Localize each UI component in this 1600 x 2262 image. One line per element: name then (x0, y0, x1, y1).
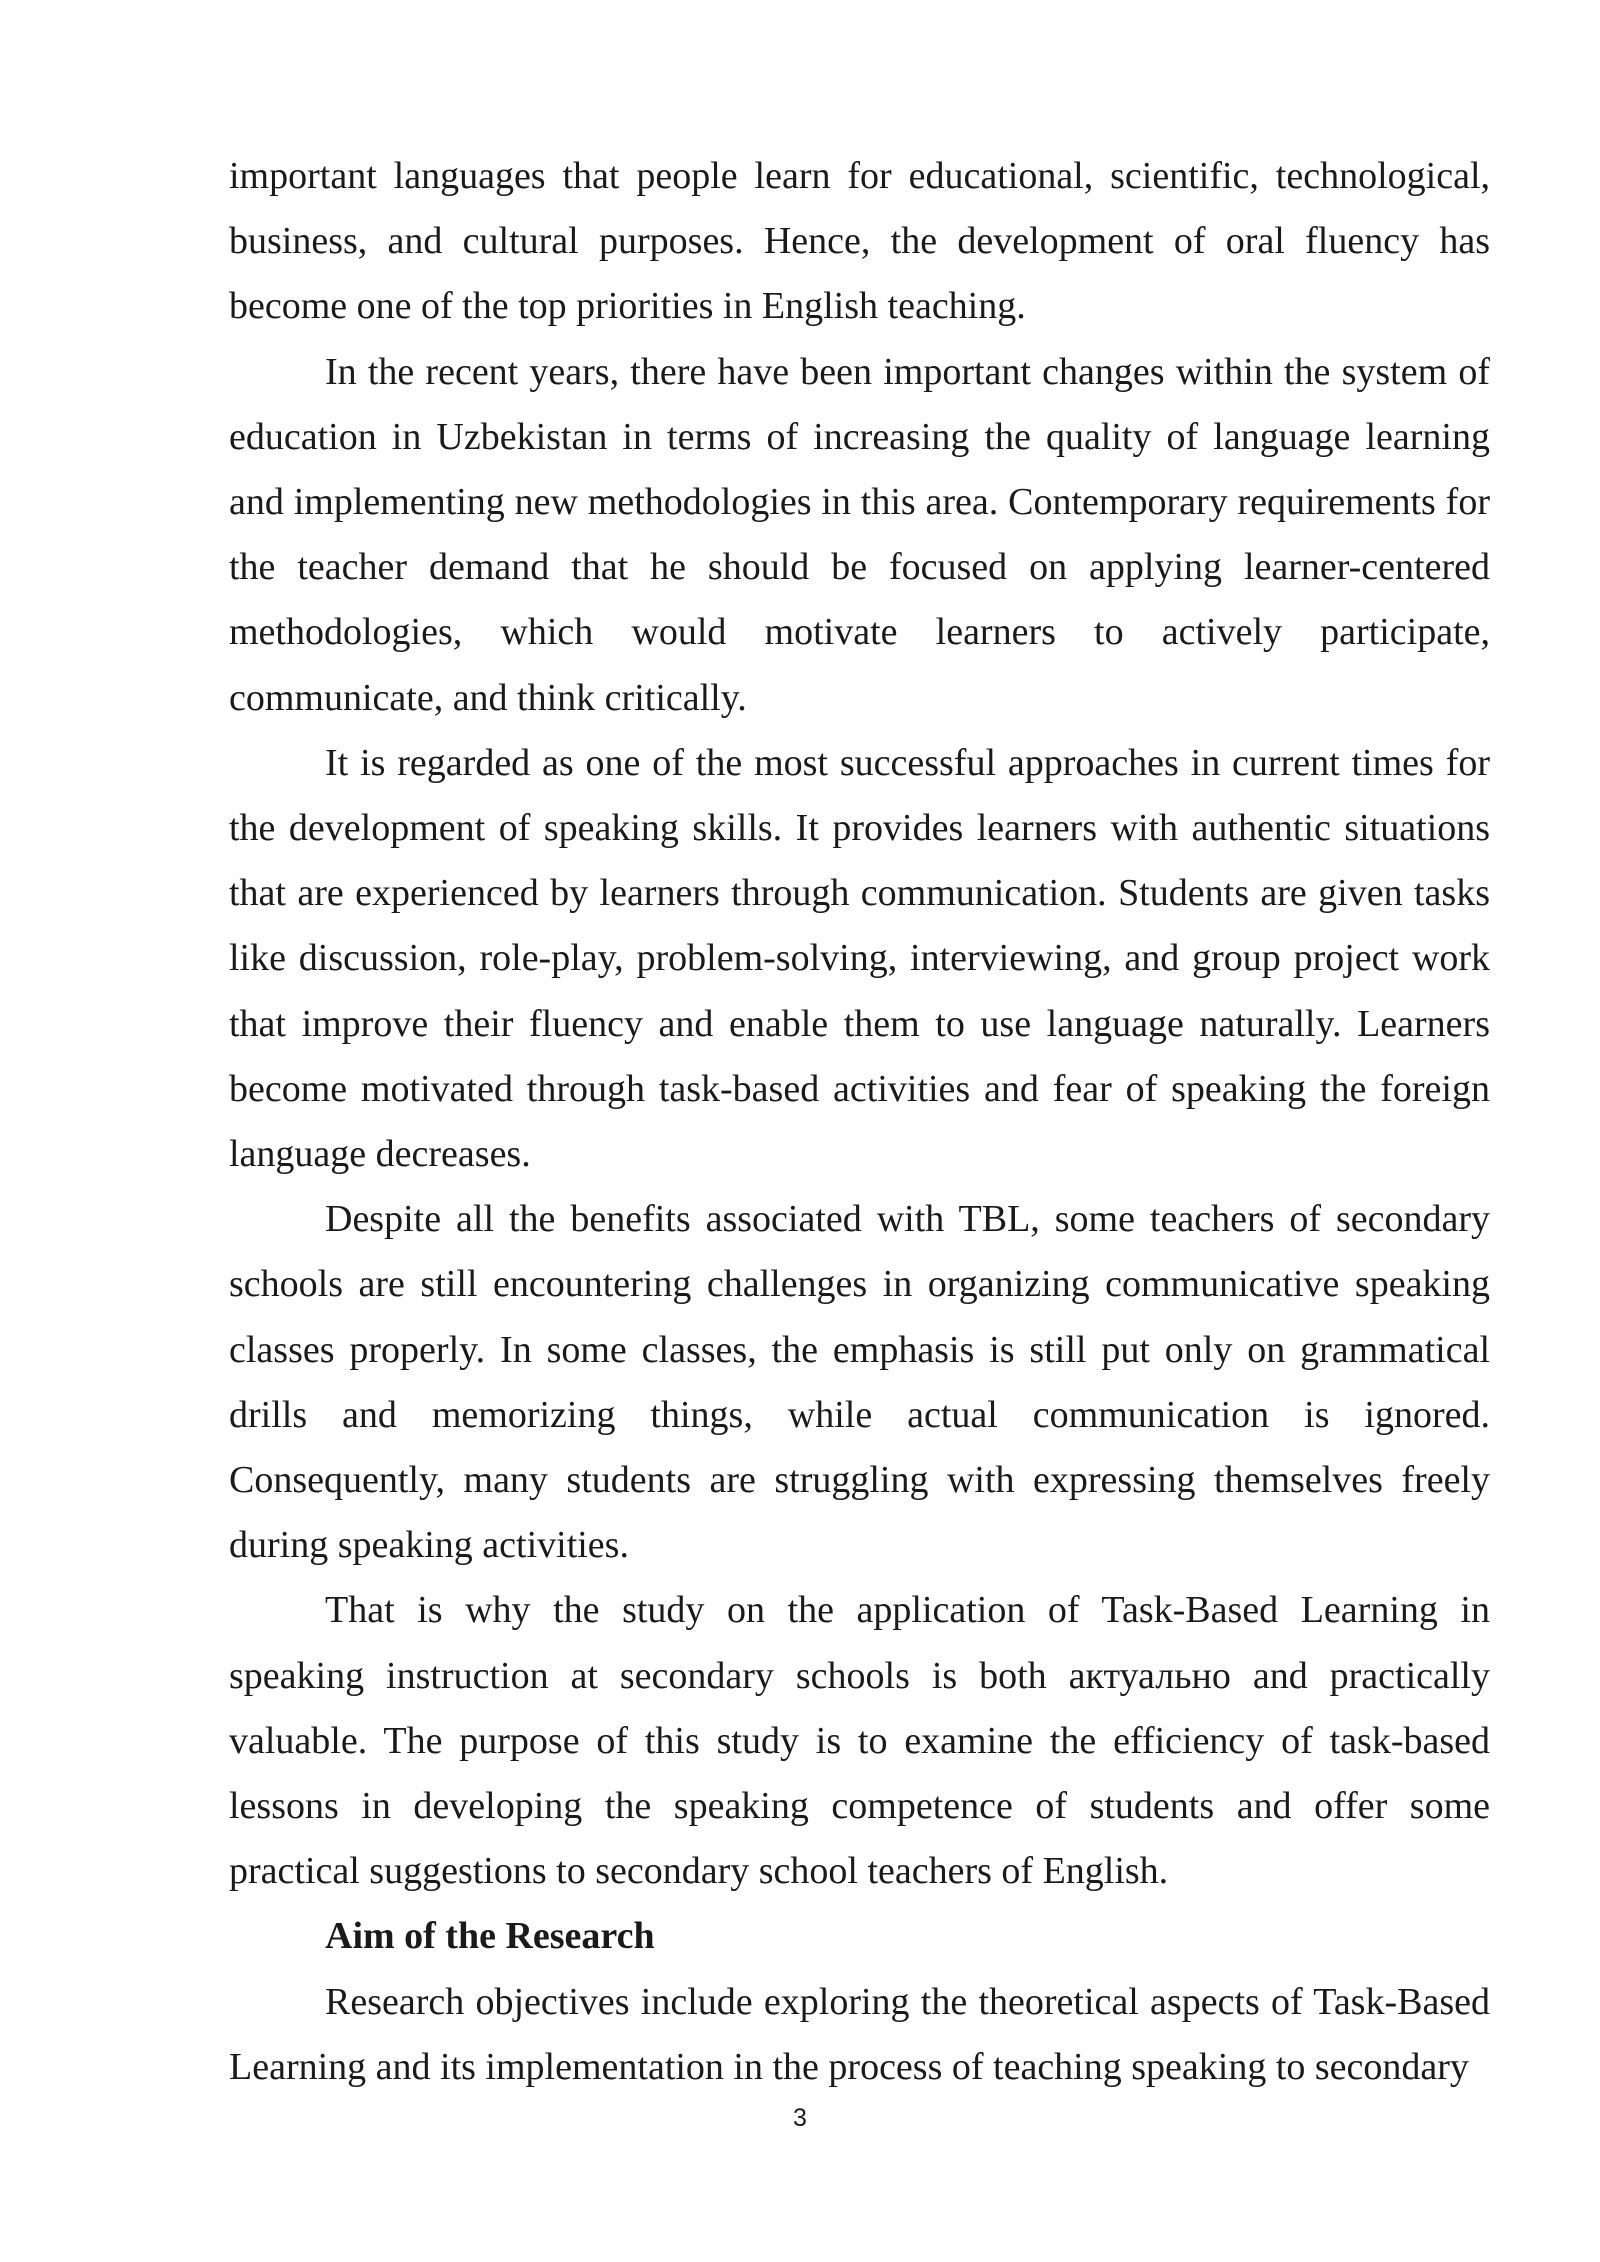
paragraph-education-changes: In the recent years, there have been important changes within the system of education in Uzbekistan in terms of increasing the quality of language learning and implementing new methodologies in this area. Contemporary requirements for the teacher demand that he should be focused on applying learner-centered methodologies, which would motivate learners to actively participate, communicate, and think critically. (229, 350, 1490, 719)
section-heading: Aim of the Research (325, 1915, 655, 1958)
paragraph-challenges: Despite all the benefits associated with TBL, some teachers of secondary schools are still encountering challenges in organizing communicative speaking classes properly. In some classes, the emphasis is still put only on grammatical drills and memorizing things, while actual communication is ignored. Consequently, many students are struggling with expressing themselves freely during speaking activities. (229, 1198, 1490, 1567)
paragraph-continued: important languages that people learn for educational, scientific, technological, business, and cultural purposes. Hence, the development of oral fluency has become one of the top priorities in English teaching. (229, 155, 1490, 328)
paragraph-research-objectives: Research objectives include exploring the theoretical aspects of Task-Based Learning and its implementation in the process of teaching speaking to secondary (229, 1980, 1490, 2088)
paragraph-study-purpose: That is why the study on the application of Task-Based Learning in speaking instruction at secondary schools is both актуально and practically valuable. The purpose of this study is to examine the efficiency of task-based lessons in developing the speaking competence of students and offer some practical suggestions to secondary school teachers of English. (229, 1589, 1490, 1893)
paragraph-speaking-approach: It is regarded as one of the most successful approaches in current times for the development of speaking skills. It provides learners with authentic situations that are experienced by learners through communication. Students are given tasks like discussion, role-play, problem-solving, interviewing, and group project work that improve their fluency and enable them to use language naturally. Learners become motivated through task-based activities and fear of speaking the foreign language decreases. (229, 741, 1490, 1176)
page-number: 3 (793, 2104, 807, 2132)
body-text (229, 144, 1490, 2100)
